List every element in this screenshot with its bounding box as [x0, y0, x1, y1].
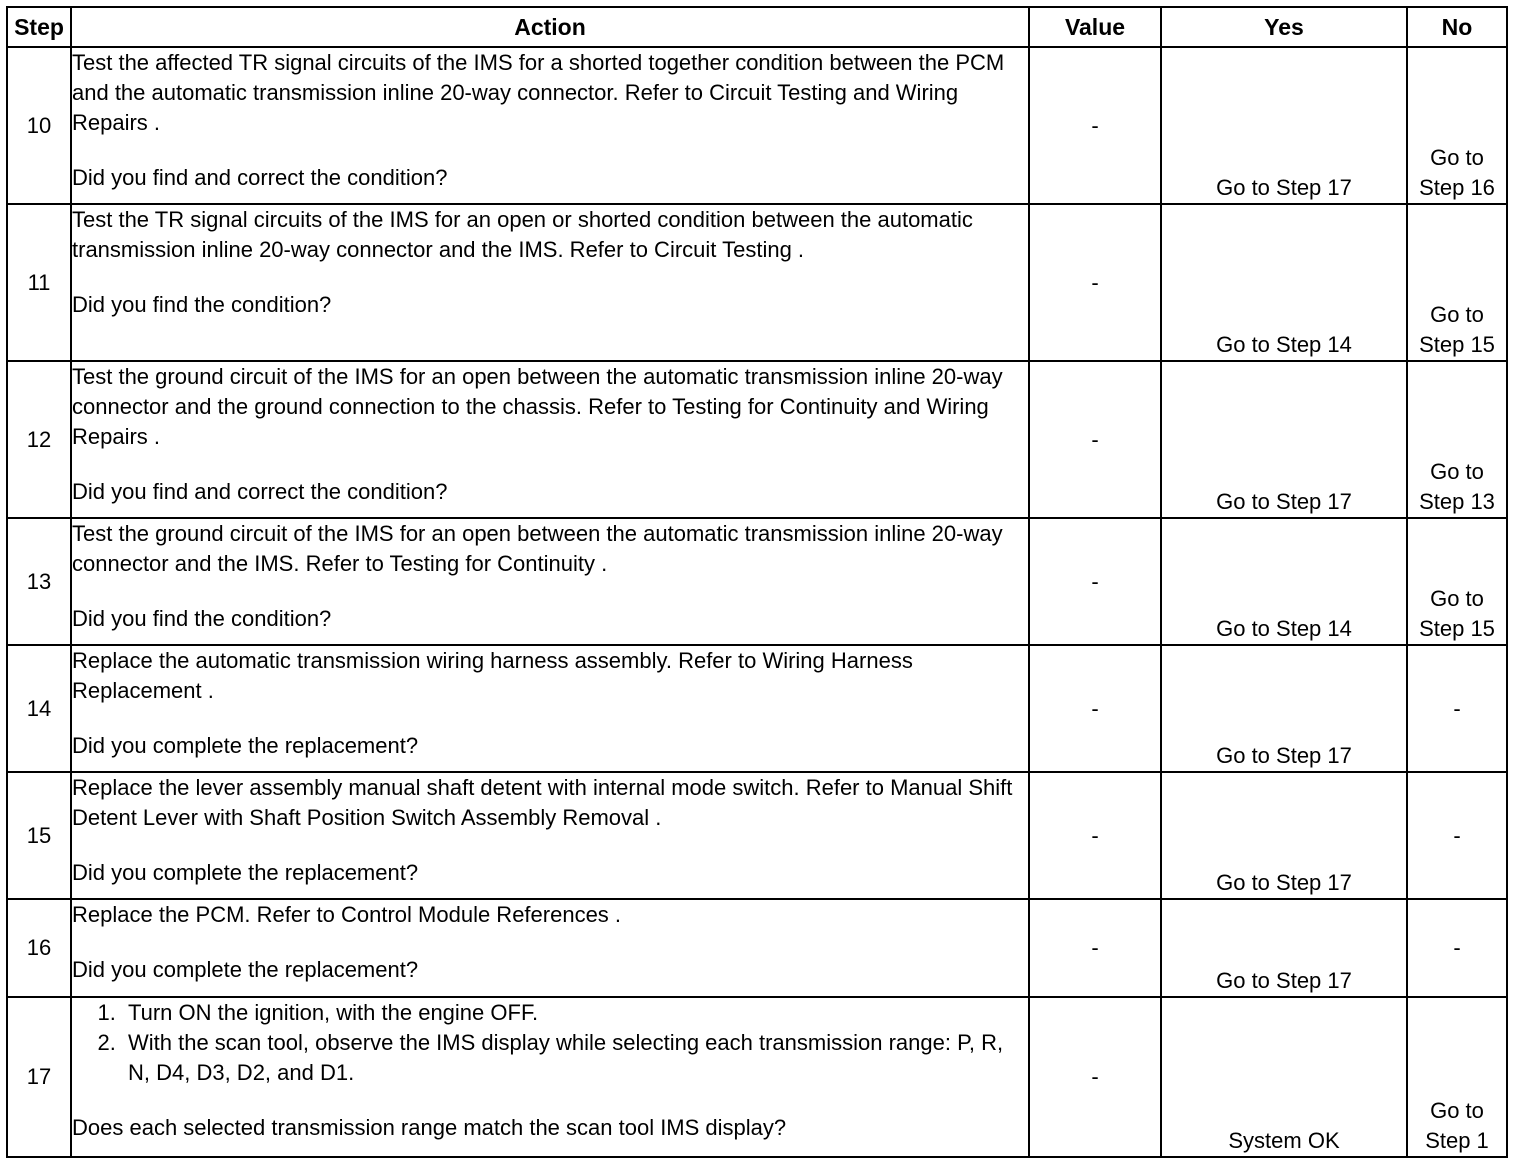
no-text-line1: Go to: [1430, 302, 1484, 327]
action-cell: [71, 772, 1029, 899]
no-cell: [1407, 47, 1507, 204]
yes-cell: Go to Step 17: [1161, 47, 1407, 204]
action-question: Did you complete the replacement?: [72, 957, 419, 982]
no-text-line2: Step 1: [1425, 1128, 1489, 1153]
table-row: [7, 204, 1507, 361]
no-cell: -: [1407, 772, 1507, 899]
header-yes: Yes: [1161, 7, 1407, 47]
no-text-line2: Step 16: [1419, 175, 1495, 200]
header-value: Value: [1029, 7, 1161, 47]
step-number: 10: [7, 47, 71, 204]
step-number: 17: [7, 997, 71, 1157]
no-cell: [1407, 997, 1507, 1157]
no-cell: -: [1407, 899, 1507, 997]
action-text: Replace the lever assembly manual shaft detent with internal mode switch. Refer to Manual Shift Detent Lever with Shaft Position Switch Assembly Removal .: [72, 775, 1013, 830]
action-text: Test the TR signal circuits of the IMS for an open or shorted condition between the automatic transmission inline 20-way connector and the IMS. Refer to Circuit Testing .: [72, 207, 973, 262]
action-question: Did you find the condition?: [72, 292, 332, 317]
step-number: 14: [7, 645, 71, 772]
action-text: Test the ground circuit of the IMS for an open between the automatic transmission inline 20-way connector and the IMS. Refer to Testing for Continuity .: [72, 521, 1003, 576]
yes-cell: Go to Step 14: [1161, 204, 1407, 361]
header-step: Step: [7, 7, 71, 47]
no-text-line1: Go to: [1430, 1098, 1484, 1123]
value-cell: -: [1029, 997, 1161, 1157]
action-text: Replace the automatic transmission wiring harness assembly. Refer to Wiring Harness Replacement .: [72, 648, 913, 703]
action-text: Test the ground circuit of the IMS for an open between the automatic transmission inline 20-way connector and the ground connection to the chassis. Refer to Testing for Continuity and Wiring Repairs .: [72, 364, 1003, 449]
yes-cell: Go to Step 14: [1161, 518, 1407, 645]
yes-cell: Go to Step 17: [1161, 645, 1407, 772]
action-cell: [71, 47, 1029, 204]
value-cell: -: [1029, 518, 1161, 645]
action-question: Did you find and correct the condition?: [72, 479, 448, 504]
table-row: [7, 645, 1507, 772]
action-cell: [71, 899, 1029, 997]
header-row: [7, 7, 1507, 47]
action-cell: [71, 204, 1029, 361]
step-number: 11: [7, 204, 71, 361]
step-number: 13: [7, 518, 71, 645]
no-text-line2: Step 13: [1419, 489, 1495, 514]
yes-cell: System OK: [1161, 997, 1407, 1157]
no-text-line2: Step 15: [1419, 616, 1495, 641]
table-row: [7, 47, 1507, 204]
no-cell: [1407, 361, 1507, 518]
yes-cell: Go to Step 17: [1161, 899, 1407, 997]
action-cell: [71, 518, 1029, 645]
action-cell: [71, 997, 1029, 1157]
substep-item: 1. Turn ON the ignition, with the engine OFF.: [122, 998, 1028, 1028]
action-question: Did you complete the replacement?: [72, 733, 419, 758]
substep-list: [72, 998, 1028, 1088]
action-text: Replace the PCM. Refer to Control Module References .: [72, 902, 622, 927]
table-row: [7, 518, 1507, 645]
table-row: [7, 772, 1507, 899]
action-text: Test the affected TR signal circuits of the IMS for a shorted together condition between the PCM and the automatic transmission inline 20-way connector. Refer to Circuit Testing and Wiring Repairs .: [72, 50, 1005, 135]
value-cell: -: [1029, 899, 1161, 997]
no-text-line1: Go to: [1430, 586, 1484, 611]
action-question: Does each selected transmission range match the scan tool IMS display?: [72, 1115, 787, 1140]
yes-cell: Go to Step 17: [1161, 772, 1407, 899]
value-cell: -: [1029, 645, 1161, 772]
header-action: Action: [71, 7, 1029, 47]
no-text-line2: Step 15: [1419, 332, 1495, 357]
no-text-line1: Go to: [1430, 459, 1484, 484]
step-number: 12: [7, 361, 71, 518]
value-cell: -: [1029, 204, 1161, 361]
substep-item: 2. With the scan tool, observe the IMS display while selecting each transmission range: P, R, N, D4, D3, D2, and D1.: [122, 1028, 1028, 1088]
value-cell: -: [1029, 772, 1161, 899]
action-question: Did you find and correct the condition?: [72, 165, 448, 190]
value-cell: -: [1029, 361, 1161, 518]
step-number: 15: [7, 772, 71, 899]
no-cell: [1407, 518, 1507, 645]
no-cell: -: [1407, 645, 1507, 772]
action-question: Did you complete the replacement?: [72, 860, 419, 885]
action-question: Did you find the condition?: [72, 606, 332, 631]
no-cell: [1407, 204, 1507, 361]
table-row: [7, 361, 1507, 518]
table-row: [7, 899, 1507, 997]
table-row: [7, 997, 1507, 1157]
action-cell: [71, 361, 1029, 518]
action-cell: [71, 645, 1029, 772]
yes-cell: Go to Step 17: [1161, 361, 1407, 518]
header-no: No: [1407, 7, 1507, 47]
diagnostic-table: [6, 6, 1508, 1158]
step-number: 16: [7, 899, 71, 997]
no-text-line1: Go to: [1430, 145, 1484, 170]
value-cell: -: [1029, 47, 1161, 204]
